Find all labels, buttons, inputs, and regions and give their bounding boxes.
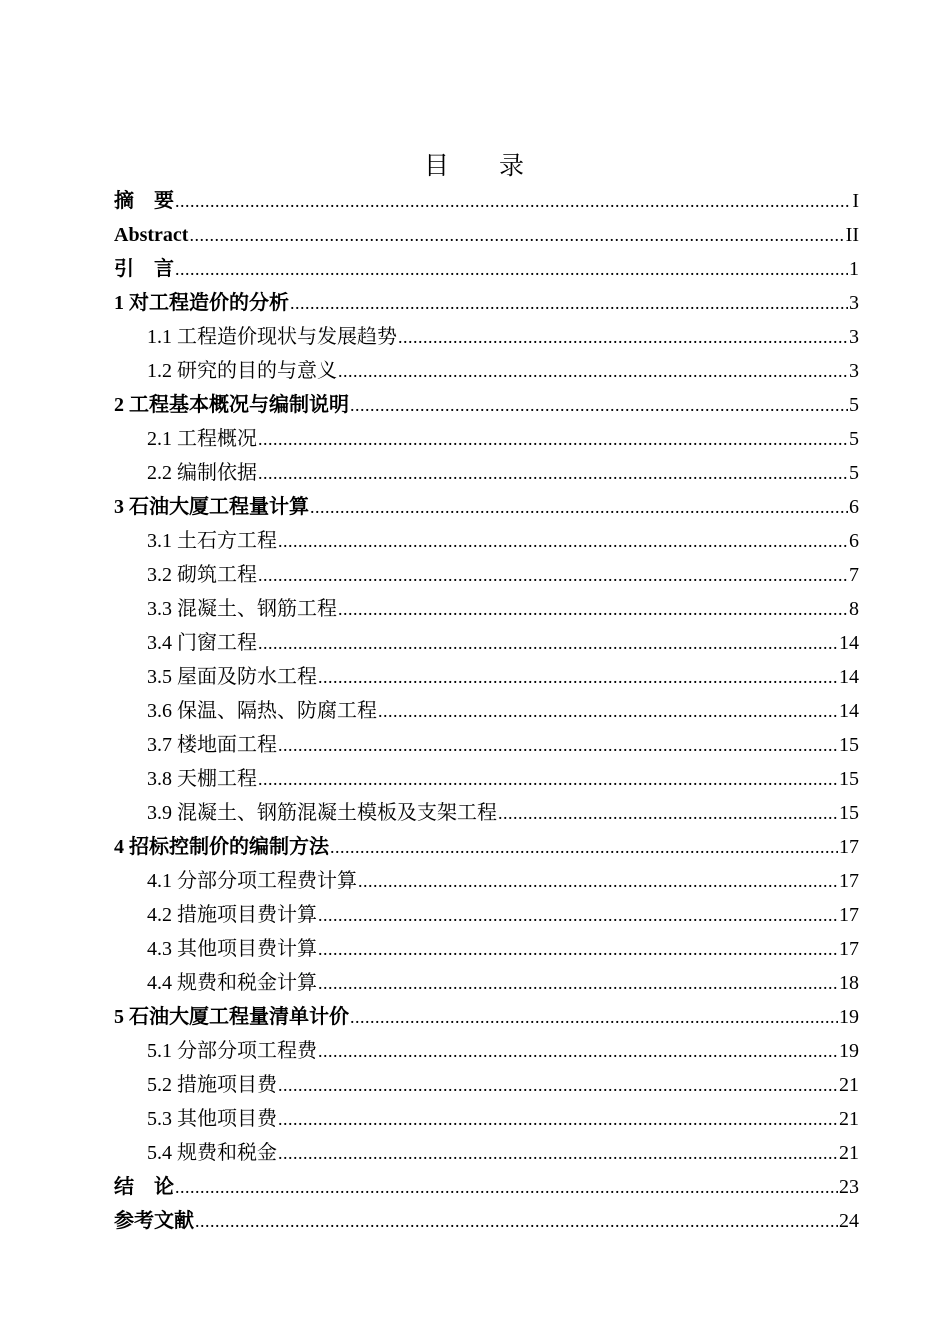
toc-entry[interactable]	[114, 184, 859, 218]
toc-entry[interactable]	[114, 320, 859, 354]
toc-dot-leader	[378, 694, 838, 728]
toc-entry[interactable]	[114, 490, 859, 524]
toc-entry-label: 3.4 门窗工程	[147, 632, 257, 654]
toc-entry[interactable]	[114, 728, 859, 762]
toc-entry-label: 4.3 其他项目费计算	[147, 938, 317, 960]
toc-page-number: 5	[849, 462, 859, 484]
toc-page-number: 24	[839, 1210, 859, 1232]
toc-page-number: 21	[839, 1108, 859, 1130]
toc-dot-leader	[175, 1170, 838, 1204]
toc-dot-leader	[189, 218, 844, 252]
toc-page-number: 14	[839, 632, 859, 654]
table-of-contents	[114, 184, 859, 1238]
toc-dot-leader	[330, 830, 838, 864]
toc-entry-label: 3.5 屋面及防水工程	[147, 666, 317, 688]
toc-entry[interactable]	[114, 1204, 859, 1238]
toc-entry-label: 5.1 分部分项工程费	[147, 1040, 317, 1062]
toc-dot-leader	[195, 1204, 838, 1238]
toc-page-number: 21	[839, 1074, 859, 1096]
toc-page-number: 17	[839, 938, 859, 960]
toc-entry[interactable]	[114, 1000, 859, 1034]
toc-page-number: 19	[839, 1006, 859, 1028]
toc-entry-label: 3.7 楼地面工程	[147, 734, 277, 756]
toc-page-number: 21	[839, 1142, 859, 1164]
toc-entry[interactable]	[114, 218, 859, 252]
toc-entry[interactable]	[114, 1170, 859, 1204]
toc-entry[interactable]	[114, 864, 859, 898]
toc-page-number: 23	[839, 1176, 859, 1198]
toc-entry-label: 3.8 天棚工程	[147, 768, 257, 790]
toc-entry-label: 2 工程基本概况与编制说明	[114, 394, 349, 416]
toc-entry-label: 引 言	[114, 258, 174, 280]
toc-dot-leader	[175, 184, 851, 218]
toc-dot-leader	[278, 1136, 838, 1170]
toc-page-number: 3	[849, 360, 859, 382]
toc-entry-label: 3.2 砌筑工程	[147, 564, 257, 586]
toc-entry[interactable]	[114, 626, 859, 660]
toc-entry-label: Abstract	[114, 224, 189, 246]
toc-dot-leader	[278, 728, 838, 762]
toc-dot-leader	[358, 864, 838, 898]
toc-entry[interactable]	[114, 1136, 859, 1170]
toc-dot-leader	[290, 286, 848, 320]
toc-dot-leader	[338, 592, 848, 626]
toc-entry[interactable]	[114, 830, 859, 864]
toc-entry[interactable]	[114, 354, 859, 388]
toc-entry-label: 3.6 保温、隔热、防腐工程	[147, 700, 377, 722]
toc-dot-leader	[318, 932, 838, 966]
toc-entry[interactable]	[114, 796, 859, 830]
toc-page-number: I	[852, 190, 859, 212]
toc-entry-label: 参考文献	[114, 1210, 194, 1232]
toc-page-number: 17	[839, 870, 859, 892]
toc-entry-label: 4.1 分部分项工程费计算	[147, 870, 357, 892]
toc-entry-label: 1.2 研究的目的与意义	[147, 360, 337, 382]
toc-entry-label: 3.3 混凝土、钢筋工程	[147, 598, 337, 620]
toc-page-number: II	[845, 224, 859, 246]
toc-entry[interactable]	[114, 966, 859, 1000]
toc-dot-leader	[398, 320, 848, 354]
toc-entry-label: 3 石油大厦工程量计算	[114, 496, 309, 518]
toc-entry[interactable]	[114, 660, 859, 694]
toc-entry-label: 1 对工程造价的分析	[114, 292, 289, 314]
toc-page-number: 3	[849, 326, 859, 348]
toc-page-number: 1	[849, 258, 859, 280]
toc-dot-leader	[318, 1034, 838, 1068]
toc-entry[interactable]	[114, 558, 859, 592]
toc-dot-leader	[258, 558, 848, 592]
toc-entry-label: 3.1 土石方工程	[147, 530, 277, 552]
toc-entry[interactable]	[114, 1068, 859, 1102]
toc-entry-label: 2.2 编制依据	[147, 462, 257, 484]
toc-dot-leader	[258, 762, 838, 796]
toc-entry[interactable]	[114, 388, 859, 422]
toc-entry-label: 3.9 混凝土、钢筋混凝土模板及支架工程	[147, 802, 497, 824]
toc-dot-leader	[318, 966, 838, 1000]
toc-entry[interactable]	[114, 592, 859, 626]
toc-page-number: 17	[839, 836, 859, 858]
toc-entry-label: 1.1 工程造价现状与发展趋势	[147, 326, 397, 348]
toc-page-number: 6	[849, 530, 859, 552]
toc-page-number: 15	[839, 734, 859, 756]
toc-entry[interactable]	[114, 524, 859, 558]
toc-page-number: 8	[849, 598, 859, 620]
toc-entry[interactable]	[114, 252, 859, 286]
toc-dot-leader	[350, 388, 848, 422]
toc-page-number: 19	[839, 1040, 859, 1062]
toc-entry-label: 4.4 规费和税金计算	[147, 972, 317, 994]
toc-dot-leader	[278, 524, 848, 558]
toc-page-number: 15	[839, 802, 859, 824]
toc-entry[interactable]	[114, 1102, 859, 1136]
toc-entry-label: 2.1 工程概况	[147, 428, 257, 450]
toc-title	[0, 148, 950, 184]
toc-dot-leader	[350, 1000, 838, 1034]
toc-dot-leader	[318, 898, 838, 932]
toc-dot-leader	[175, 252, 848, 286]
toc-title-part2: 录	[499, 151, 527, 180]
toc-entry[interactable]	[114, 1034, 859, 1068]
toc-dot-leader	[498, 796, 838, 830]
toc-page-number: 3	[849, 292, 859, 314]
toc-entry-label: 4 招标控制价的编制方法	[114, 836, 329, 858]
toc-entry-label: 5.3 其他项目费	[147, 1108, 277, 1130]
toc-entry[interactable]	[114, 762, 859, 796]
toc-entry-label: 5.2 措施项目费	[147, 1074, 277, 1096]
toc-page-number: 17	[839, 904, 859, 926]
toc-page-number: 14	[839, 666, 859, 688]
toc-entry[interactable]	[114, 932, 859, 966]
toc-page-number: 5	[849, 428, 859, 450]
toc-dot-leader	[318, 660, 838, 694]
toc-page-number: 6	[849, 496, 859, 518]
toc-entry[interactable]	[114, 456, 859, 490]
toc-title-part1: 目	[423, 151, 451, 180]
toc-entry-label: 5.4 规费和税金	[147, 1142, 277, 1164]
toc-dot-leader	[258, 422, 848, 456]
toc-dot-leader	[310, 490, 848, 524]
toc-dot-leader	[278, 1102, 838, 1136]
toc-page-number: 5	[849, 394, 859, 416]
toc-page-number: 18	[839, 972, 859, 994]
toc-entry-label: 结 论	[114, 1176, 174, 1198]
toc-entry[interactable]	[114, 286, 859, 320]
toc-dot-leader	[258, 626, 838, 660]
toc-entry[interactable]	[114, 694, 859, 728]
toc-dot-leader	[258, 456, 848, 490]
toc-entry-label: 5 石油大厦工程量清单计价	[114, 1006, 349, 1028]
toc-entry[interactable]	[114, 898, 859, 932]
toc-page-number: 15	[839, 768, 859, 790]
toc-page-number: 14	[839, 700, 859, 722]
toc-dot-leader	[338, 354, 848, 388]
toc-entry-label: 4.2 措施项目费计算	[147, 904, 317, 926]
toc-entry[interactable]	[114, 422, 859, 456]
toc-page-number: 7	[849, 564, 859, 586]
toc-entry-label: 摘 要	[114, 190, 174, 212]
toc-dot-leader	[278, 1068, 838, 1102]
